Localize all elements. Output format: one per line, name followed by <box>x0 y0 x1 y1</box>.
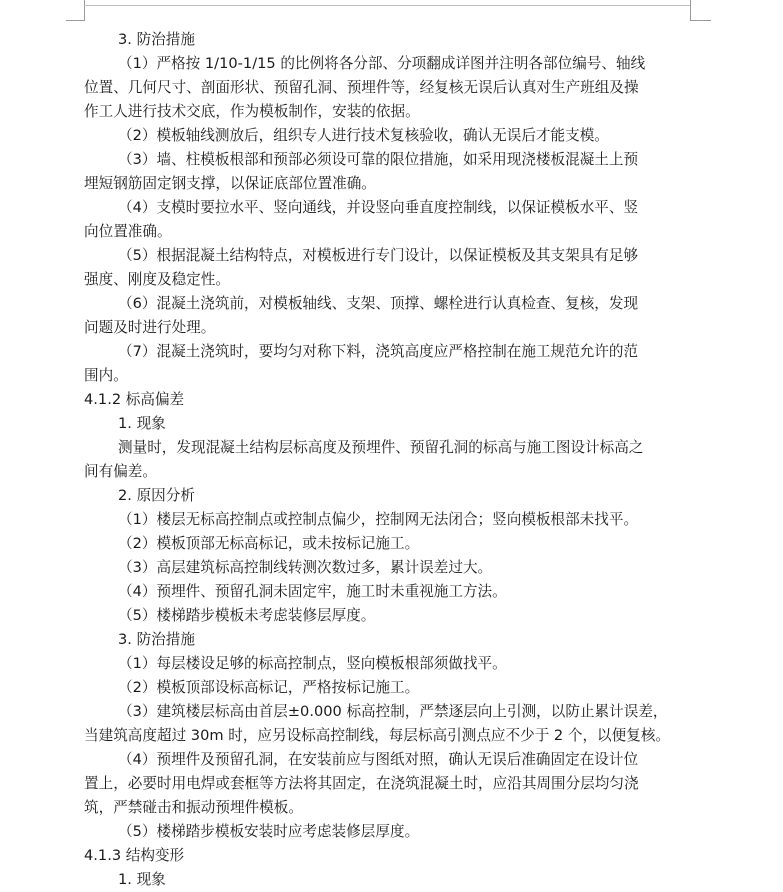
paragraph-line: 筑，严禁碰击和振动预埋件模板。 <box>84 799 303 816</box>
paragraph-line: 问题及时进行处理。 <box>84 319 216 336</box>
section-heading: 4.1.2 标高偏差 <box>84 391 185 408</box>
paragraph-line: （1）严格按 1/10-1/15 的比例将各分部、分项翻成详图并注明各部位编号、轴线 <box>118 55 646 72</box>
paragraph-line: （4）预埋件及预留孔洞，在安装前应与图纸对照，确认无误后准确固定在设计位 <box>118 751 639 768</box>
page-corner-mark-top-right <box>690 0 711 21</box>
section-heading: 1. 现象 <box>118 871 166 888</box>
paragraph-line: （1）楼层无标高控制点或控制点偏少，控制网无法闭合；竖向模板根部未找平。 <box>118 511 639 528</box>
paragraph-line: （7）混凝土浇筑时，要均匀对称下料，浇筑高度应严格控制在施工规范允许的范 <box>118 343 639 360</box>
section-heading: 4.1.3 结构变形 <box>84 847 185 864</box>
section-heading: 2. 原因分析 <box>118 487 195 504</box>
paragraph-line: （4）支模时要拉水平、竖向通线，并设竖向垂直度控制线，以保证模板水平、竖 <box>118 199 639 216</box>
paragraph-line: 围内。 <box>84 367 128 384</box>
page-top-edge <box>84 5 690 6</box>
paragraph-line: 埋短钢筋固定钢支撑，以保证底部位置准确。 <box>84 175 376 192</box>
section-heading: 3. 防治措施 <box>118 631 195 648</box>
paragraph-line: （5）根据混凝土结构特点，对模板进行专门设计，以保证模板及其支架具有足够 <box>118 247 639 264</box>
section-heading: 3. 防治措施 <box>118 31 195 48</box>
paragraph-line: 作工人进行技术交底，作为模板制作，安装的依据。 <box>84 103 420 120</box>
paragraph-line: （2）模板顶部设标高标记，严格按标记施工。 <box>118 679 420 696</box>
paragraph-line: 向位置准确。 <box>84 223 172 240</box>
paragraph-line: 置上，必要时用电焊或套框等方法将其固定，在浇筑混凝土时，应沿其周围分层均匀浇 <box>84 775 639 792</box>
paragraph-line: 测量时，发现混凝土结构层标高度及预埋件、预留孔洞的标高与施工图设计标高之 <box>118 439 644 456</box>
paragraph-line: （3）建筑楼层标高由首层±0.000 标高控制，严禁逐层向上引测，以防止累计误差， <box>118 703 668 720</box>
paragraph-line: （5）楼梯踏步模板未考虑装修层厚度。 <box>118 607 376 624</box>
section-heading: 1. 现象 <box>118 415 166 432</box>
paragraph-line: 当建筑高度超过 30m 时，应另设标高控制线，每层标高引测点应不少于 2 个，以便复核。 <box>84 727 671 744</box>
paragraph-line: （1）每层楼设足够的标高控制点，竖向模板根部须做找平。 <box>118 655 507 672</box>
document-body <box>0 28 783 892</box>
paragraph-line: （2）模板轴线测放后，组织专人进行技术复核验收，确认无误后才能支模。 <box>118 127 609 144</box>
paragraph-line: （3）墙、柱模板根部和预部必须设可靠的限位措施，如采用现浇楼板混凝土上预 <box>118 151 639 168</box>
paragraph-line: （5）楼梯踏步模板安装时应考虑装修层厚度。 <box>118 823 420 840</box>
paragraph-line: 强度、刚度及稳定性。 <box>84 271 230 288</box>
paragraph-line: （6）混凝土浇筑前，对模板轴线、支架、顶撑、螺栓进行认真检查、复核，发现 <box>118 295 639 312</box>
page-corner-mark-top-left <box>66 0 85 21</box>
paragraph-line: （2）模板顶部无标高标记，或未按标记施工。 <box>118 535 420 552</box>
paragraph-line: 间有偏差。 <box>84 463 157 480</box>
paragraph-line: （4）预埋件、预留孔洞未固定牢，施工时未重视施工方法。 <box>118 583 507 600</box>
paragraph-line: （3）高层建筑标高控制线转测次数过多，累计误差过大。 <box>118 559 493 576</box>
paragraph-line: 位置、几何尺寸、剖面形状、预留孔洞、预埋件等，经复核无误后认真对生产班组及操 <box>84 79 639 96</box>
